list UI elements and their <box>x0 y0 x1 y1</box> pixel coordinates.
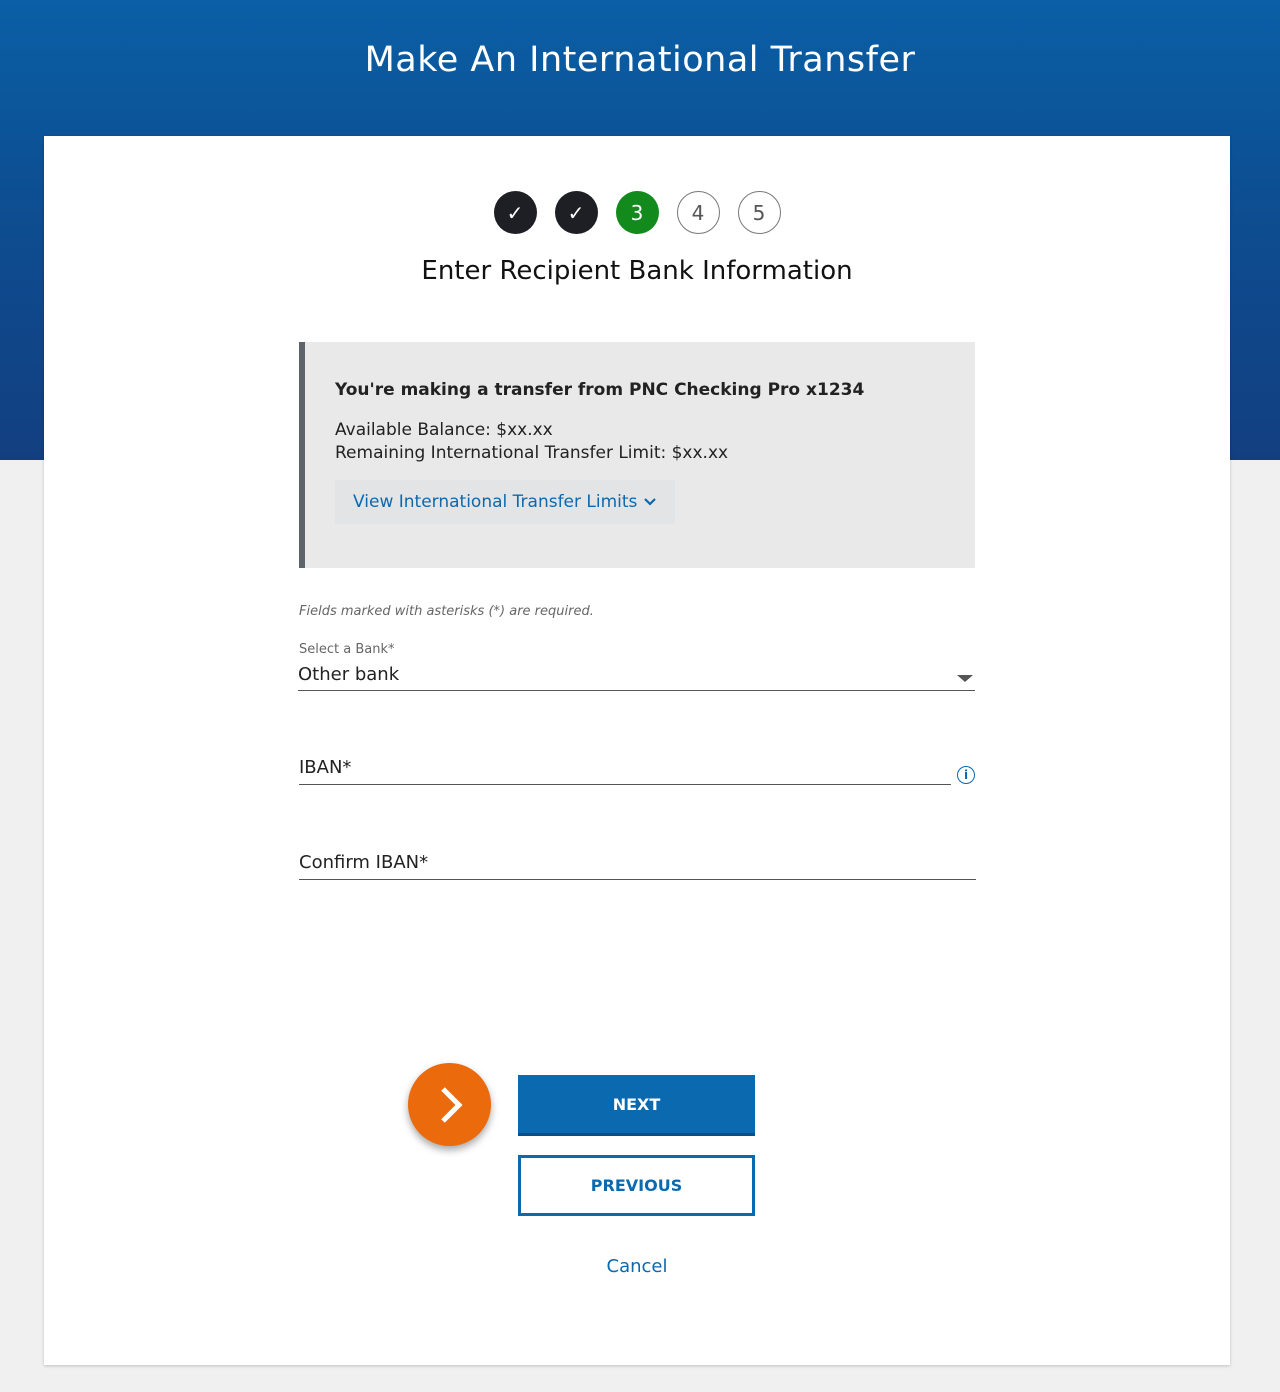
page-title: Enter Recipient Bank Information <box>421 256 853 286</box>
chevron-down-icon <box>643 497 657 507</box>
bank-select-label: Select a Bank* <box>299 642 395 657</box>
transfer-card <box>44 136 1230 1365</box>
info-icon[interactable]: i <box>957 766 975 784</box>
iban-label: IBAN* <box>299 757 352 778</box>
bank-select-value: Other bank <box>298 664 400 685</box>
confirm-iban-input[interactable] <box>299 852 976 880</box>
confirm-iban-label: Confirm IBAN* <box>299 852 429 873</box>
step-4: 4 <box>677 191 720 234</box>
remaining-limit: Remaining International Transfer Limit: $xx.xx <box>335 443 729 463</box>
previous-button[interactable]: PREVIOUS <box>518 1155 755 1216</box>
transfer-from-text: You're making a transfer from PNC Checking Pro x1234 <box>335 380 865 400</box>
account-info-box <box>299 342 975 568</box>
step-indicator <box>44 191 1230 234</box>
next-button[interactable]: NEXT <box>518 1075 755 1136</box>
cancel-label[interactable]: Cancel <box>606 1256 668 1277</box>
step-2-complete: ✓ <box>555 191 598 234</box>
required-fields-note: Fields marked with asterisks (*) are required. <box>299 604 594 619</box>
available-balance: Available Balance: $xx.xx <box>335 420 553 440</box>
view-limits-label: View International Transfer Limits <box>353 492 638 512</box>
step-5: 5 <box>738 191 781 234</box>
view-limits-toggle[interactable] <box>335 480 675 524</box>
page-header-title: Make An International Transfer <box>364 40 916 80</box>
iban-input[interactable] <box>299 757 951 785</box>
step-3-current: 3 <box>616 191 659 234</box>
chevron-right-icon <box>435 1085 465 1125</box>
step-1-complete: ✓ <box>494 191 537 234</box>
dropdown-caret-icon <box>957 675 973 682</box>
cancel-link[interactable] <box>44 1256 1230 1277</box>
next-arrow-button[interactable] <box>408 1063 491 1146</box>
bank-select[interactable] <box>298 664 975 691</box>
